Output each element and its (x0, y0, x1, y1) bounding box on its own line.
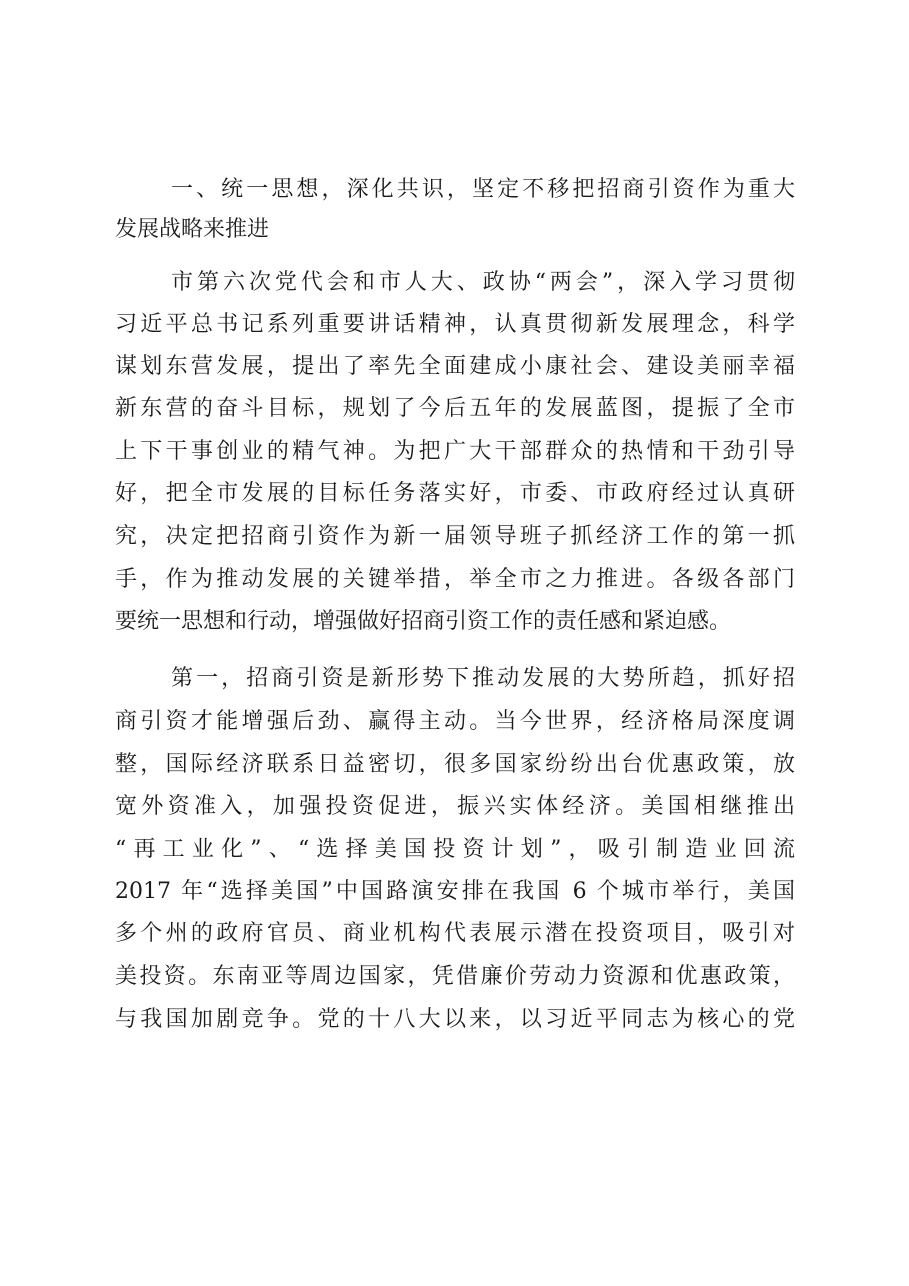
paragraph-line: 宽外资准入，加强投资促进，振兴实体经济。美国相继推出 (115, 794, 795, 819)
paragraph-line: 手，作为推动发展的关键举措，举全市之力推进。各级各部门 (115, 567, 795, 592)
paragraph-line: “再工业化”、“选择美国投资计划”，吸引制造业回流 (115, 837, 795, 862)
paragraph-line: 究，决定把招商引资作为新一届领导班子抓经济工作的第一抓 (115, 524, 795, 549)
paragraph-line: 与我国加剧竞争。党的十八大以来，以习近平同志为核心的党 (115, 1007, 795, 1032)
paragraph-line: 市第六次党代会和市人大、政协“两会”，深入学习贯彻 (171, 270, 795, 295)
paragraph-line: 2017 年“选择美国”中国路演安排在我国 6 个城市举行，美国 (115, 879, 795, 904)
paragraph-line: 要统一思想和行动，增强做好招商引资工作的责任感和紧迫感。 (115, 609, 732, 634)
paragraph-line: 谋划东营发展，提出了率先全面建成小康社会、建设美丽幸福 (115, 354, 795, 379)
section-heading-line-2: 发展战略来推进 (115, 217, 270, 242)
paragraph-line: 习近平总书记系列重要讲话精神，认真贯彻新发展理念，科学 (115, 312, 795, 337)
paragraph-line: 第一，招商引资是新形势下推动发展的大势所趋，抓好招 (171, 666, 795, 691)
paragraph-line: 多个州的政府官员、商业机构代表展示潜在投资项目，吸引对 (115, 921, 795, 946)
paragraph-line: 上下干事创业的精气神。为把广大干部群众的热情和干劲引导 (115, 439, 795, 464)
paragraph-line: 美投资。东南亚等周边国家，凭借廉价劳动力资源和优惠政策， (115, 964, 795, 989)
paragraph-line: 新东营的奋斗目标，规划了今后五年的发展蓝图，提振了全市 (115, 396, 795, 421)
paragraph-line: 商引资才能增强后劲、赢得主动。当今世界，经济格局深度调 (115, 709, 795, 734)
section-heading-line-1: 一、统一思想，深化共识，坚定不移把招商引资作为重大 (171, 177, 795, 202)
paragraph-line: 好，把全市发展的目标任务落实好，市委、市政府经过认真研 (115, 481, 795, 506)
paragraph-line: 整，国际经济联系日益密切，很多国家纷纷出台优惠政策，放 (115, 752, 795, 777)
